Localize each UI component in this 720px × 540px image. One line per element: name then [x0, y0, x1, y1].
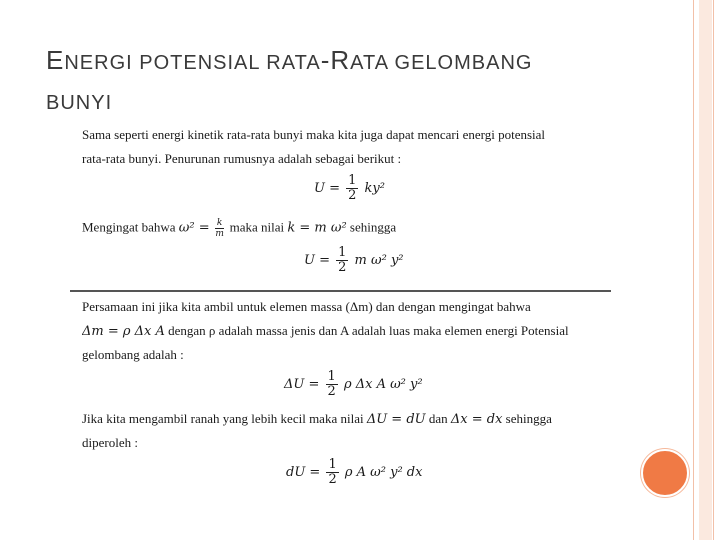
fraction: $\frac{k}{m}$: [215, 218, 224, 239]
slide-content: [82, 120, 610, 492]
equation-3: ΔU = $\frac{1}{2}$ ρ Δx A ω² y²: [284, 369, 423, 399]
slide-title: [46, 40, 646, 123]
paragraph-2: rata-rata bunyi. Penurunan rumusnya adalah sebagai berikut :: [82, 151, 402, 166]
title-line-2: BUNYI: [46, 92, 113, 114]
equation-4: dU = $\frac{1}{2}$ ρ A ω² y² dx: [286, 457, 423, 487]
paragraph-4: Persamaan ini jika kita ambil untuk elemen massa (Δm) dan dengan mengingat bahwa: [82, 299, 531, 314]
paragraph-1: Sama seperti energi kinetik rata-rata bunyi maka kita juga dapat mencari energi potensial: [82, 127, 546, 142]
decor-rail-band: [699, 0, 712, 540]
section-divider: [70, 290, 611, 292]
decor-circle: [641, 449, 689, 497]
paragraph-5: Δm = ρ Δx A dengan ρ adalah massa jenis dan A adalah luas maka elemen energi Potensial: [82, 323, 569, 339]
fraction: $\frac{1}{2}$: [327, 369, 336, 399]
paragraph-8: diperoleh :: [82, 435, 138, 450]
paragraph-3: Mengingat bahwa ω² = $\frac{k}{m}$ maka nilai k = m ω² sehingga: [82, 218, 397, 239]
paragraph-7: Jika kita mengambil ranah yang lebih kecil maka nilai ΔU = dU dan Δx = dx sehingga: [82, 411, 552, 427]
fraction: $\frac{1}{2}$: [328, 457, 337, 487]
equation-2: U = $\frac{1}{2}$ m ω² y²: [304, 245, 404, 275]
title-line-1: ENERGI POTENSIAL RATA-RATA GELOMBANG: [46, 45, 533, 75]
fraction: $\frac{1}{2}$: [348, 173, 357, 203]
decor-rail-1: [693, 0, 694, 540]
equation-1: U = $\frac{1}{2}$ ky²: [314, 173, 385, 203]
fraction: $\frac{1}{2}$: [338, 245, 347, 275]
paragraph-6: gelombang adalah :: [82, 347, 184, 362]
decor-rail-2: [713, 0, 714, 540]
